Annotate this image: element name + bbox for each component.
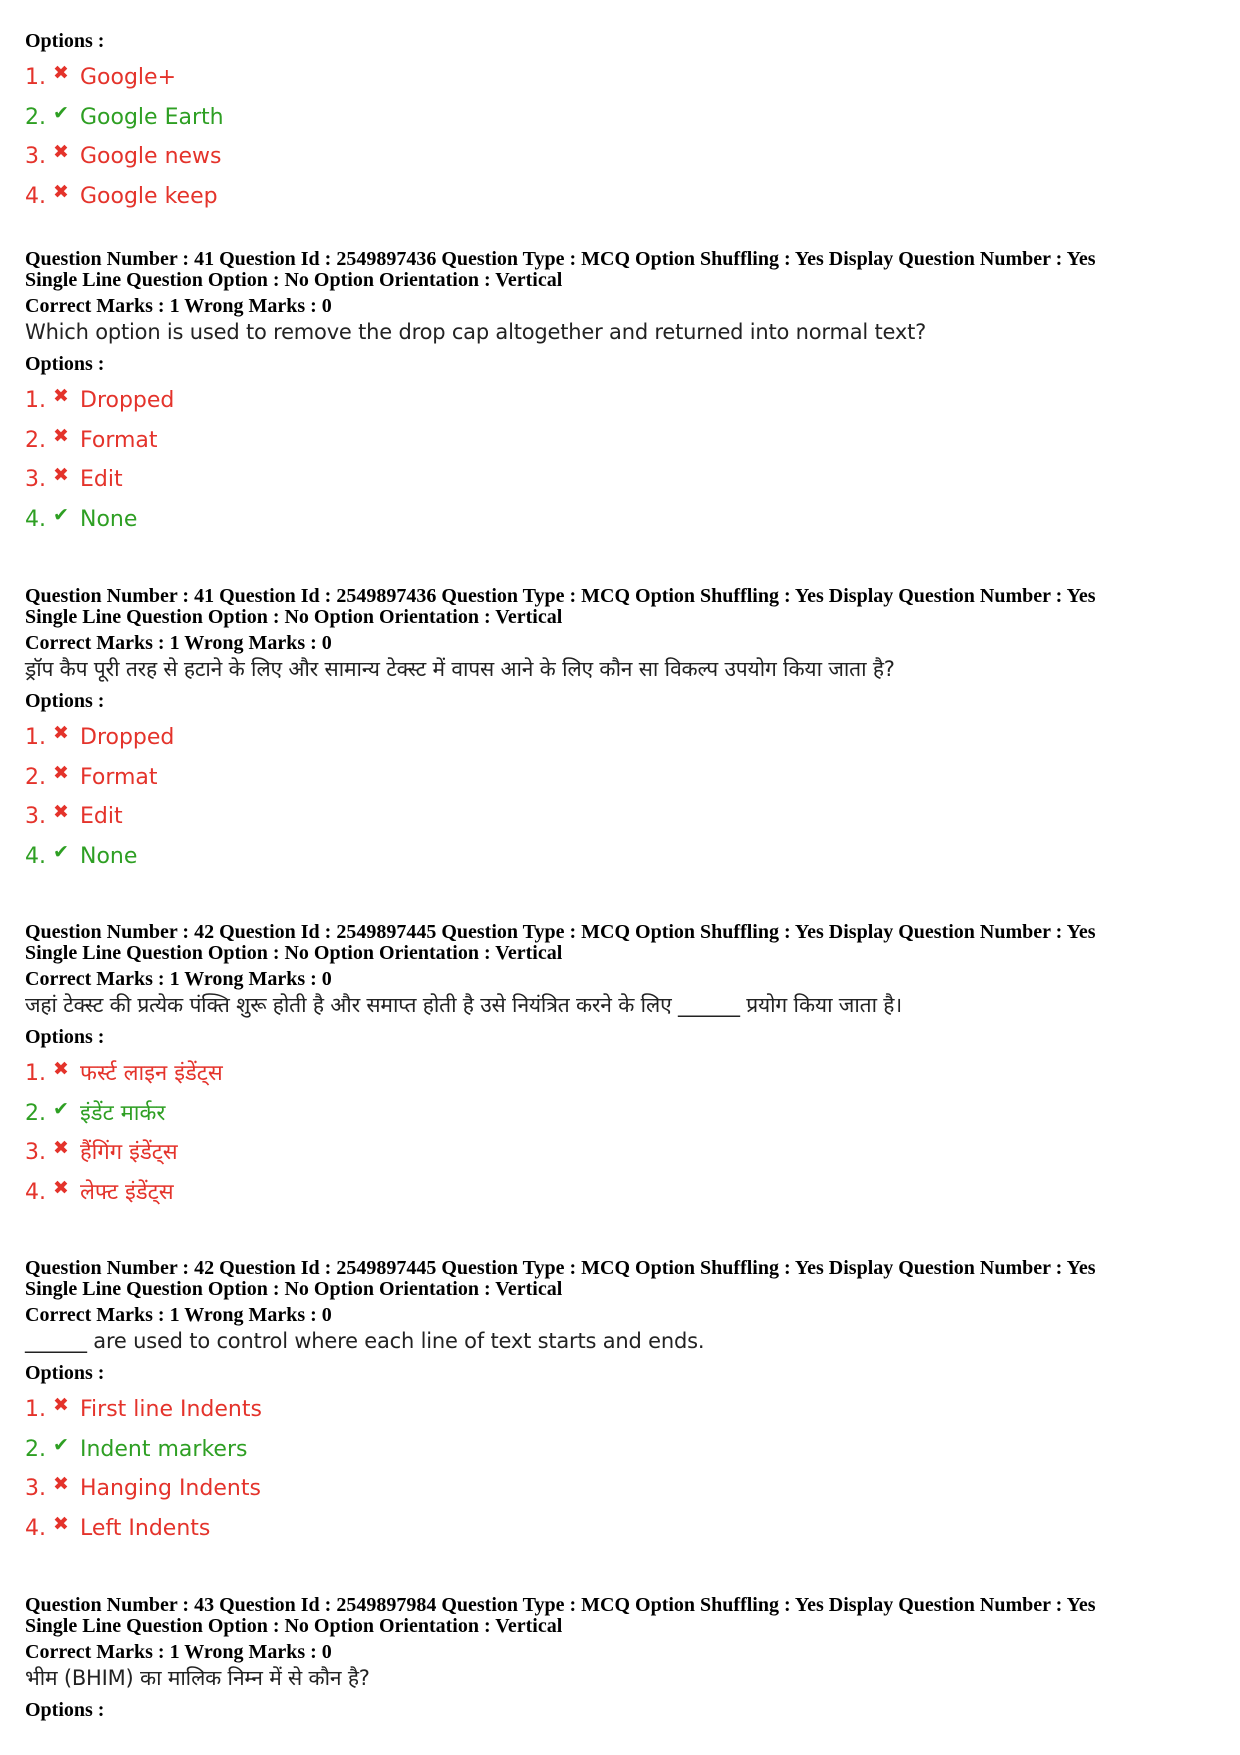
question-meta-line: Question Number : 41 Question Id : 2549897436 Question Type : MCQ Option Shuffling : Yes Display Question Number : Yes [25, 585, 1096, 607]
option-number: 1. [25, 1061, 46, 1086]
option-list [25, 1386, 1225, 1545]
check-icon: ✔ [53, 1097, 69, 1120]
option-list [25, 714, 1225, 873]
question-meta-line: Question Number : 41 Question Id : 2549897436 Question Type : MCQ Option Shuffling : Yes Display Question Number : Yes [25, 248, 1096, 270]
option-item [25, 1050, 1225, 1090]
option-item [25, 377, 1225, 417]
question-block [25, 1258, 1225, 1545]
option-item [25, 496, 1225, 536]
option-text: None [80, 507, 138, 533]
options-label: Options : [25, 1026, 105, 1048]
question-meta-line: Question Number : 42 Question Id : 2549897445 Question Type : MCQ Option Shuffling : Yes Display Question Number : Yes [25, 1257, 1096, 1279]
marks-line: Correct Marks : 1 Wrong Marks : 0 [25, 968, 332, 990]
option-number: 3. [25, 804, 46, 830]
option-text: Google keep [80, 184, 218, 210]
question-meta-line: Single Line Question Option : No Option Orientation : Vertical [25, 1278, 563, 1300]
cross-icon: ✖ [53, 464, 69, 487]
option-number: 4. [25, 507, 46, 533]
option-text: हैंगिंग इंडेंट्स [80, 1140, 178, 1166]
options-label: Options : [25, 30, 105, 52]
option-text: Left Indents [80, 1516, 211, 1542]
option-item [25, 1169, 1225, 1209]
option-item [25, 793, 1225, 833]
option-item [25, 54, 1225, 94]
option-item [25, 1505, 1225, 1545]
cross-icon: ✖ [53, 62, 69, 84]
question-meta-line: Single Line Question Option : No Option Orientation : Vertical [25, 942, 563, 964]
check-icon: ✔ [53, 841, 69, 864]
option-item [25, 173, 1225, 213]
option-number: 4. [25, 844, 46, 870]
cross-icon: ✖ [53, 722, 69, 744]
question-text: ______ are used to control where each line of text starts and ends. [25, 1329, 705, 1353]
question-meta-line: Single Line Question Option : No Option Orientation : Vertical [25, 269, 563, 291]
option-number: 1. [25, 65, 46, 90]
cross-icon: ✖ [53, 141, 69, 164]
option-number: 3. [25, 144, 46, 170]
option-number: 1. [25, 1397, 46, 1422]
option-number: 4. [25, 184, 46, 210]
option-text: Google news [80, 144, 222, 170]
option-item [25, 456, 1225, 496]
question-text: जहां टेक्स्ट की प्रत्येक पंक्ति शुरू होती है और समाप्त होती है उसे नियंत्रित करने के लिए ______ प्रयोग किया जाता है। [25, 993, 902, 1017]
cross-icon: ✖ [53, 385, 69, 407]
option-text: Edit [80, 467, 123, 493]
options-label: Options : [25, 353, 105, 375]
question-meta-line: Question Number : 42 Question Id : 2549897445 Question Type : MCQ Option Shuffling : Yes Display Question Number : Yes [25, 921, 1096, 943]
option-list [25, 377, 1225, 536]
option-number: 4. [25, 1516, 46, 1542]
option-text: Dropped [80, 725, 175, 750]
option-item [25, 94, 1225, 134]
option-number: 4. [25, 1180, 46, 1206]
option-text: First line Indents [80, 1397, 262, 1422]
options-label: Options : [25, 690, 105, 712]
option-item [25, 754, 1225, 794]
question-text: ड्रॉप कैप पूरी तरह से हटाने के लिए और सामान्य टेक्स्ट में वापस आने के लिए कौन सा विकल्प उपयोग किया जाता है? [25, 657, 895, 681]
marks-line: Correct Marks : 1 Wrong Marks : 0 [25, 1641, 332, 1663]
option-number: 2. [25, 1436, 46, 1462]
option-text: Google+ [80, 65, 177, 90]
options-label: Options : [25, 1362, 105, 1384]
cross-icon: ✖ [53, 424, 69, 447]
option-number: 3. [25, 467, 46, 493]
question-text: Which option is used to remove the drop cap altogether and returned into normal text? [25, 320, 927, 344]
option-item [25, 417, 1225, 457]
cross-icon: ✖ [53, 1394, 69, 1416]
option-text: लेफ्ट इंडेंट्स [80, 1180, 174, 1206]
option-number: 1. [25, 388, 46, 413]
question-block [25, 586, 1225, 873]
question-block [25, 249, 1225, 536]
marks-line: Correct Marks : 1 Wrong Marks : 0 [25, 295, 332, 317]
cross-icon: ✖ [53, 1058, 69, 1080]
option-item [25, 133, 1225, 173]
question-meta-line: Single Line Question Option : No Option Orientation : Vertical [25, 606, 563, 628]
option-number: 2. [25, 1100, 46, 1126]
option-text: Format [80, 764, 158, 790]
check-icon: ✔ [53, 1433, 69, 1456]
option-text: फर्स्ट लाइन इंडेंट्स [80, 1061, 223, 1086]
option-item [25, 1426, 1225, 1466]
question-text: भीम (BHIM) का मालिक निम्न में से कौन है? [25, 1666, 370, 1690]
option-number: 2. [25, 427, 46, 453]
marks-line: Correct Marks : 1 Wrong Marks : 0 [25, 1304, 332, 1326]
question-block [25, 922, 1225, 1209]
option-item [25, 1465, 1225, 1505]
check-icon: ✔ [53, 101, 69, 124]
cross-icon: ✖ [53, 1177, 69, 1200]
option-text: Edit [80, 804, 123, 830]
option-list [25, 1050, 1225, 1209]
option-text: इंडेंट मार्कर [80, 1100, 166, 1126]
option-number: 1. [25, 725, 46, 750]
question-meta-line: Single Line Question Option : No Option Orientation : Vertical [25, 1615, 563, 1637]
cross-icon: ✖ [53, 181, 69, 204]
option-list [25, 54, 1225, 213]
option-number: 2. [25, 764, 46, 790]
question-meta-line: Question Number : 43 Question Id : 2549897984 Question Type : MCQ Option Shuffling : Yes Display Question Number : Yes [25, 1594, 1096, 1616]
option-text: Google Earth [80, 104, 224, 130]
option-item [25, 1386, 1225, 1426]
options-label: Options : [25, 1699, 105, 1721]
previous-question-options [25, 24, 1225, 213]
option-item [25, 1090, 1225, 1130]
option-text: Hanging Indents [80, 1476, 261, 1502]
question-block [25, 1595, 1225, 1723]
option-item [25, 714, 1225, 754]
cross-icon: ✖ [53, 801, 69, 824]
option-text: Format [80, 427, 158, 453]
option-item [25, 1129, 1225, 1169]
option-text: Dropped [80, 388, 175, 413]
cross-icon: ✖ [53, 1473, 69, 1496]
cross-icon: ✖ [53, 1513, 69, 1536]
cross-icon: ✖ [53, 1137, 69, 1160]
option-item [25, 833, 1225, 873]
option-number: 3. [25, 1476, 46, 1502]
option-number: 3. [25, 1140, 46, 1166]
option-text: Indent markers [80, 1436, 248, 1462]
option-number: 2. [25, 104, 46, 130]
marks-line: Correct Marks : 1 Wrong Marks : 0 [25, 632, 332, 654]
check-icon: ✔ [53, 504, 69, 527]
cross-icon: ✖ [53, 761, 69, 784]
option-text: None [80, 844, 138, 870]
